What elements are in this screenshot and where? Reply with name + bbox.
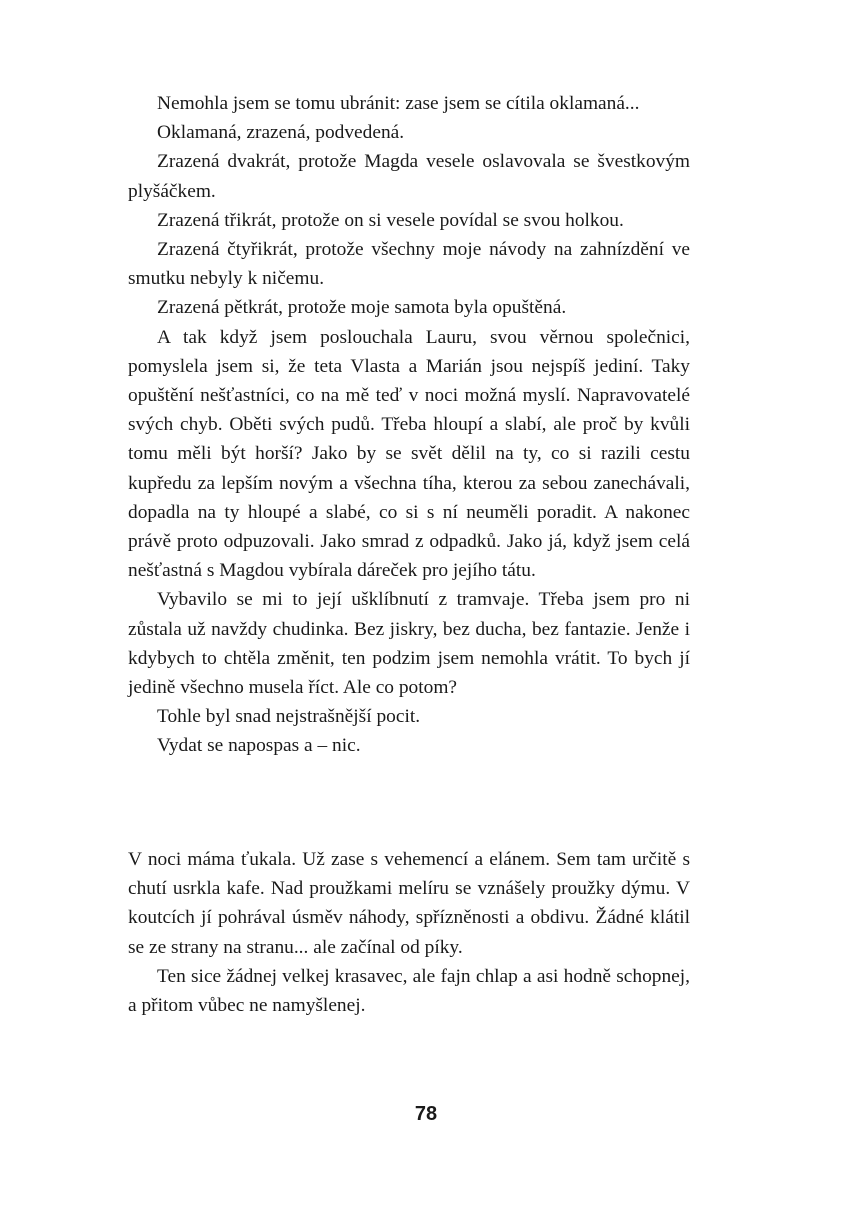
paragraph: Oklamaná, zrazená, podvedená. (157, 122, 405, 144)
paragraph: Zrazená čtyřikrát, protože všechny moje návody na zahnízdění ve smutku nebyly k ničemu. (128, 239, 690, 290)
text-section-1 (128, 89, 690, 761)
paragraph: Tohle byl snad nejstrašnější pocit. (157, 706, 421, 728)
paragraph: Zrazená dvakrát, protože Magda vesele oslavovala se švestkovým plyšáčkem. (128, 151, 690, 202)
paragraph: Nemohla jsem se tomu ubránit: zase jsem se cítila oklamaná... (157, 93, 640, 114)
paragraph: Zrazená třikrát, protože on si vesele povídal se svou holkou. (157, 209, 624, 231)
page-number: 78 (414, 1103, 438, 1125)
paragraph: Vydat se napospas a – nic. (157, 735, 361, 757)
text-section-2 (128, 845, 690, 1020)
paragraph: Ten sice žádnej velkej krasavec, ale fajn chlap a asi hodně schopnej, a přitom vůbec ne namyšlenej. (128, 965, 690, 1017)
paragraph: Vybavilo se mi to její ušklíbnutí z tramvaje. Třeba jsem pro ni zůstala už navždy chudinka. Bez jiskry, bez ducha, bez fantazie. Jenže i kdybych to chtěla změnit, ten podzim jsem nemohla vrátit. To bych jí jedině všechno musela říct. Ale co potom? (128, 589, 690, 699)
paragraph: Zrazená pětkrát, protože moje samota byla opuštěná. (157, 297, 567, 319)
paragraph: A tak když jsem poslouchala Lauru, svou věrnou společnici, pomyslela jsem si, že teta Vlasta a Marián jsou nejspíš jediní. Taky opuštění nešťastníci, co na mě teď v noci možná myslí. Napravovatelé svých chyb. Oběti svých pudů. Třeba hloupí a slabí, ale proč by kvůli tomu měli být horší? Jako by se svět dělil na ty, co si razili cestu kupředu za lepším novým a všechna tíha, kterou za sebou zanechávali, dopadla na ty hloupé a slabé, co si s ní neuměli poradit. A nakonec právě proto odpuzovali. Jako smrad z odpadků. Jako já, když jsem celá nešťastná s Magdou vybírala dáreček pro jejího tátu. (128, 326, 690, 582)
paragraph: V noci máma ťukala. Už zase s vehemencí a elánem. Sem tam určitě s chutí usrkla kafe. Nad proužkami melíru se vznášely proužky dýmu. V koutcích jí pohrával úsměv náhody, spřízněnosti a obdivu. Žádné klátil se ze strany na stranu... ale začínal od píky. (128, 849, 690, 958)
